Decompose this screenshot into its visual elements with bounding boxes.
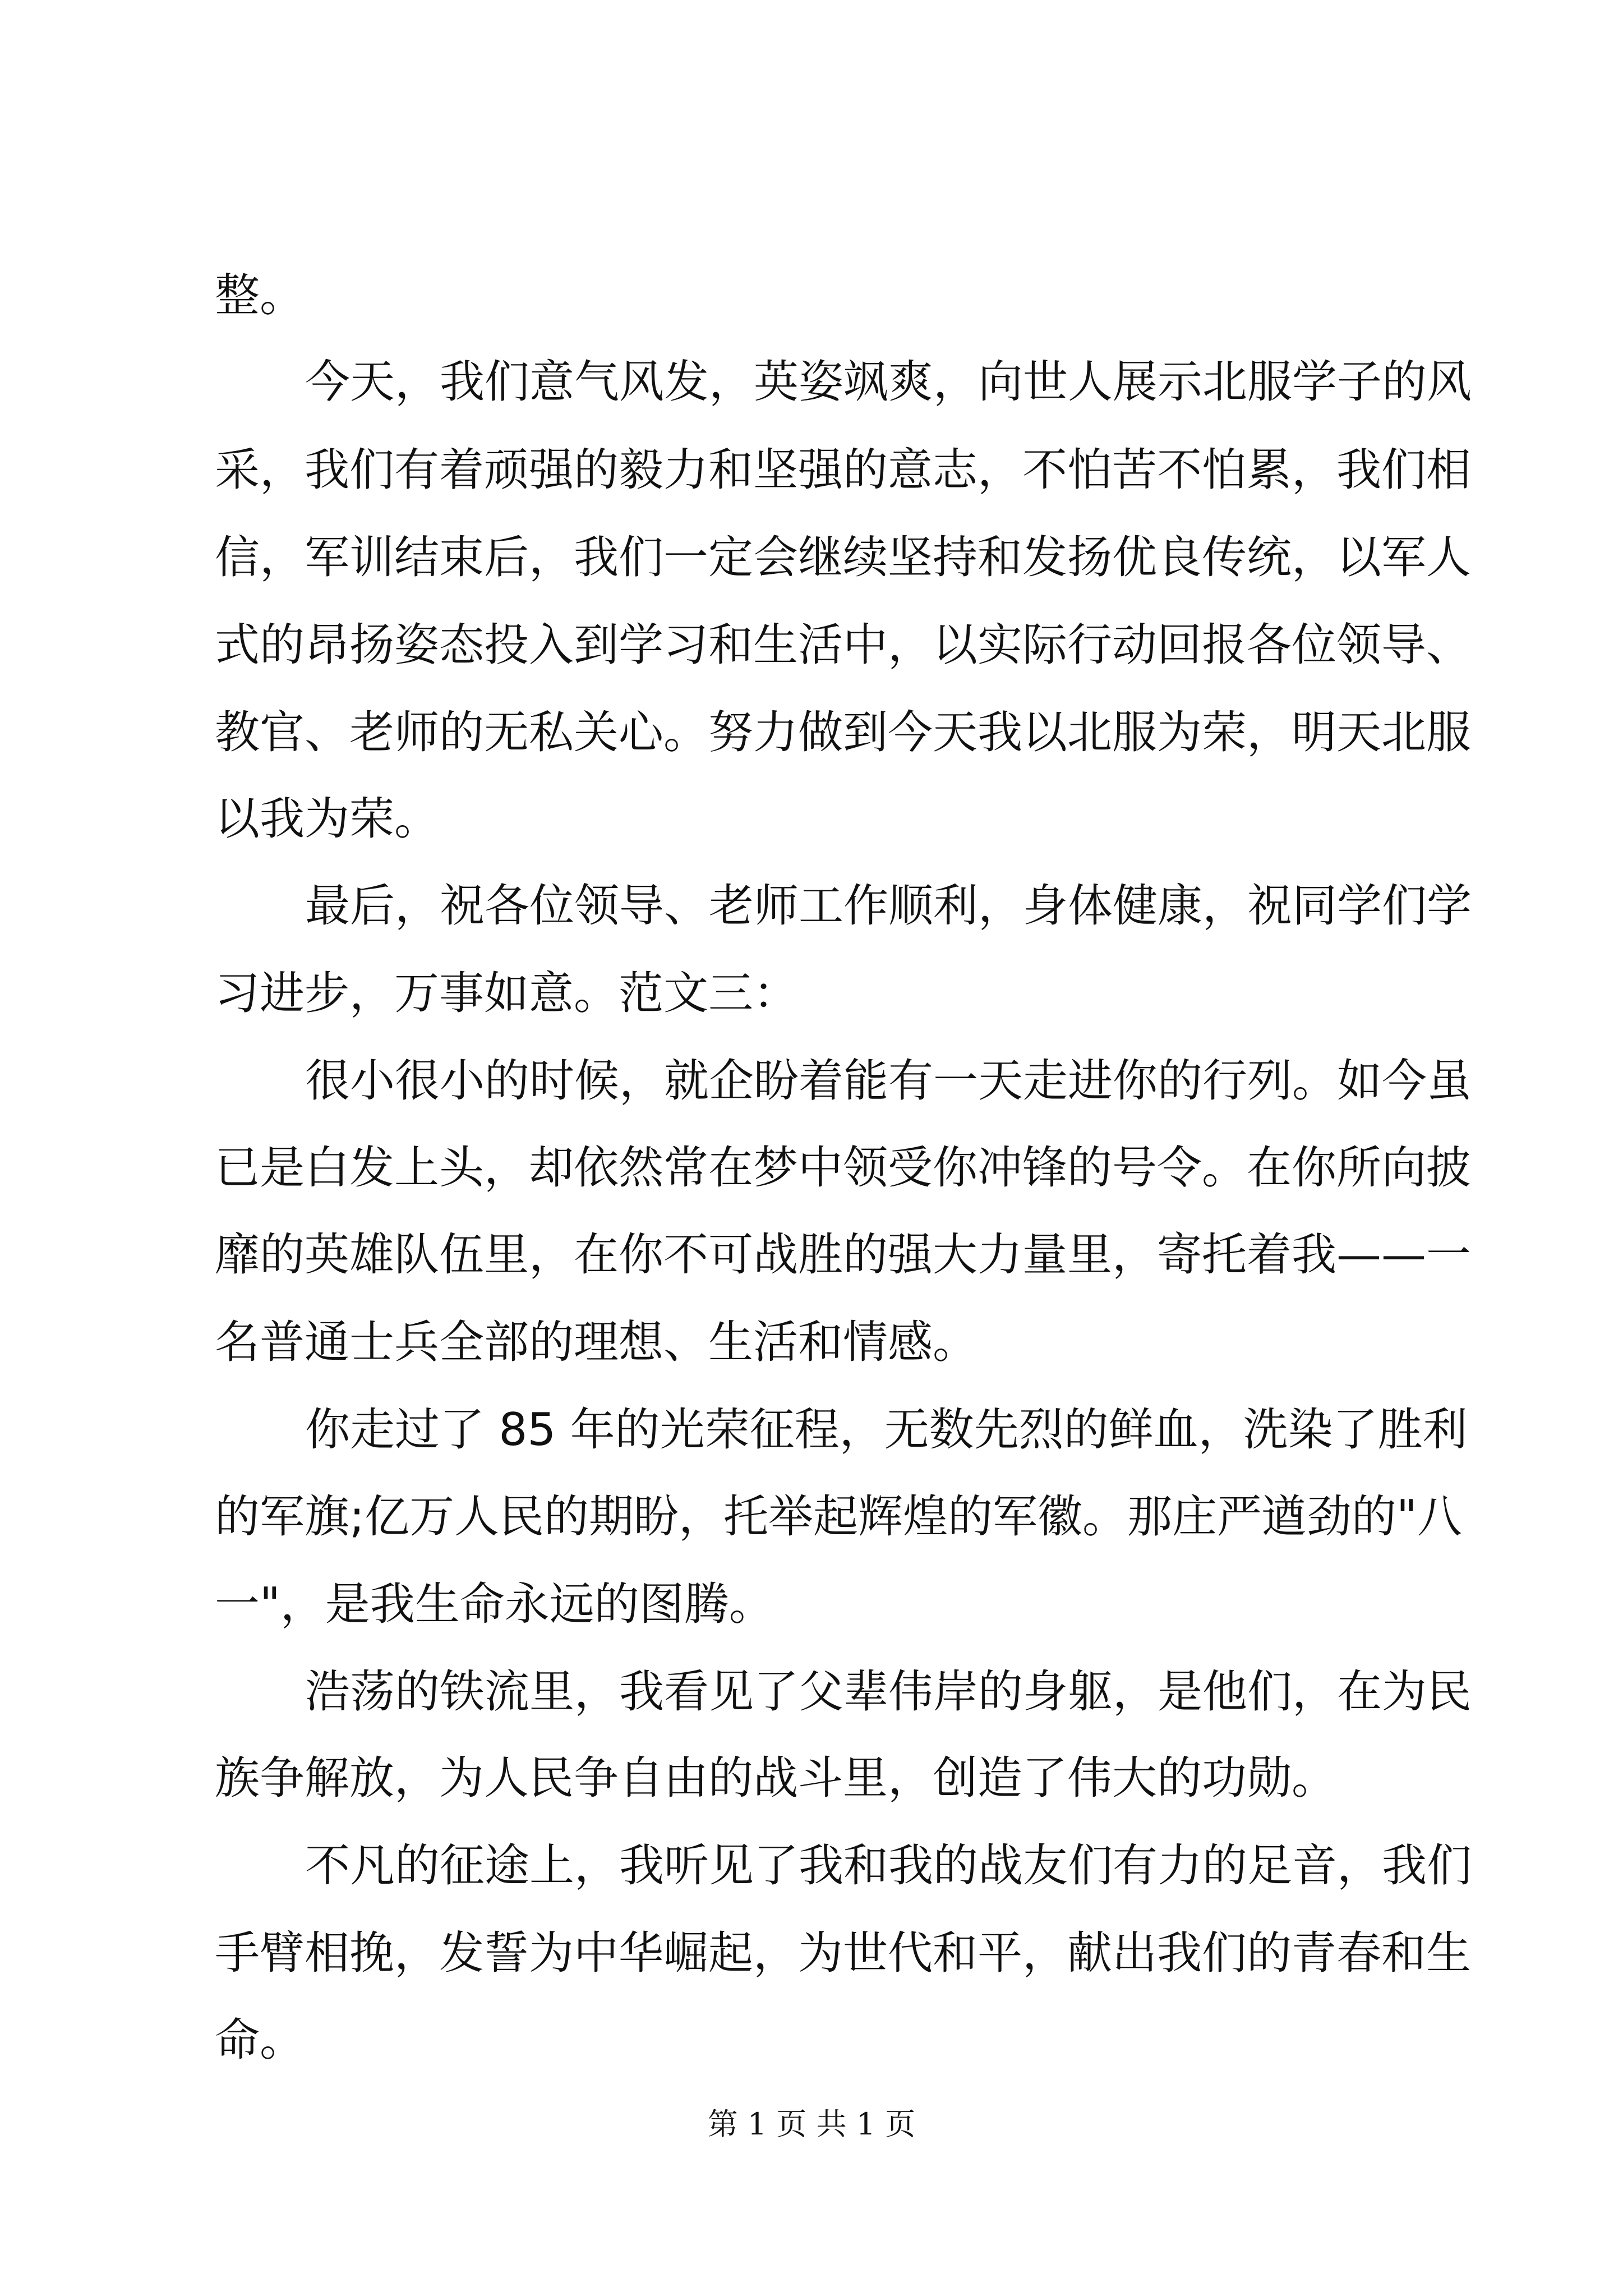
text-line: 靡的英雄队伍里，在你不可战胜的强大力量里，寄托着我——一 [215,1228,1471,1281]
text-line: 式的昂扬姿态投入到学习和生活中，以实际行动回报各位领导、 [215,619,1471,671]
text-line: 最后，祝各位领导、老师工作顺利，身体健康，祝同学们学 [305,880,1472,932]
text-line: 手臂相挽，发誓为中华崛起，为世代和平，献出我们的青春和生 [215,1927,1471,1979]
text-line: 已是白发上头，却依然常在梦中领受你冲锋的号令。在你所向披 [215,1142,1471,1194]
text-line: 名普通士兵全部的理想、生活和情感。 [215,1316,978,1368]
text-line: 族争解放，为人民争自由的战斗里，创造了伟大的功勋。 [215,1752,1336,1804]
text-line: 今天，我们意气风发，英姿飒爽，向世人展示北服学子的风 [305,356,1472,408]
text-line: 信，军训结束后，我们一定会继续坚持和发扬优良传统，以军人 [215,531,1471,583]
text-line: 的军旗;亿万人民的期盼，托举起辉煌的军徽。那庄严遒劲的"八 [215,1490,1462,1543]
text-line: 一"，是我生命永远的图腾。 [215,1578,774,1630]
text-line: 很小很小的时候，就企盼着能有一天走进你的行列。如今虽 [305,1055,1472,1107]
text-line: 以我为荣。 [215,793,439,845]
text-line: 命。 [215,2014,305,2066]
text-line: 整。 [215,269,305,321]
page-number-label: 第 1 页 共 1 页 [707,2106,916,2142]
text-line: 浩荡的铁流里，我看见了父辈伟岸的身躯，是他们，在为民 [305,1665,1472,1718]
page-footer [0,2105,1623,2144]
text-line: 教官、老师的无私关心。努力做到今天我以北服为荣，明天北服 [215,706,1471,758]
text-line: 习进步，万事如意。范文三： [215,967,798,1019]
text-line: 采，我们有着顽强的毅力和坚强的意志，不怕苦不怕累，我们相 [215,444,1471,496]
text-line: 你走过了 85 年的光荣征程，无数先烈的鲜血，洗染了胜利 [305,1404,1468,1456]
text-line: 不凡的征途上，我听见了我和我的战友们有力的足音，我们 [305,1839,1472,1892]
